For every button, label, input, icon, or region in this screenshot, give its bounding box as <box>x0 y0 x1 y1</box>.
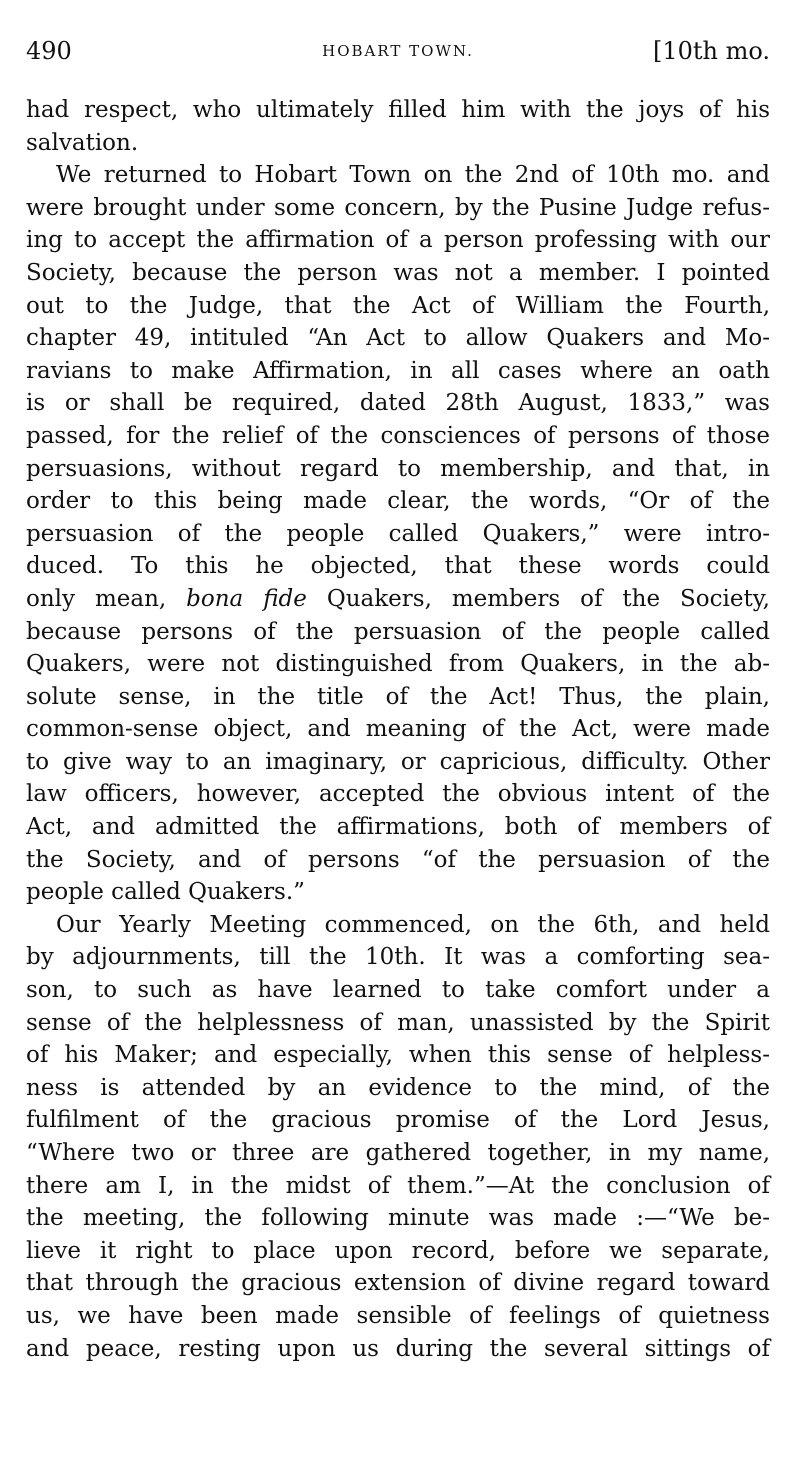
body-text <box>26 94 770 1365</box>
text-line: Our Yearly Meeting commenced, on the 6th, and held <box>56 911 770 938</box>
text-line: of his Maker; and especially, when this sense of helpless- <box>26 1042 770 1069</box>
text-line: Society, because the person was not a member. I pointed <box>26 259 770 286</box>
page-number: 490 <box>26 37 72 65</box>
text-line: that through the gracious extension of divine regard toward <box>26 1270 770 1297</box>
text-line: and peace, resting upon us during the several sittings of <box>26 1335 770 1362</box>
text-line: order to this being made clear, the words, “Or of the <box>26 488 770 515</box>
text-line: there am I, in the midst of them.”—At the conclusion of <box>26 1172 770 1199</box>
text-line: because persons of the persuasion of the people called <box>26 618 770 645</box>
text-line: had respect, who ultimately filled him with the joys of his <box>26 97 770 123</box>
text-line: common-sense object, and meaning of the Act, were made <box>26 716 770 743</box>
text-line: us, we have been made sensible of feelings of quietness <box>26 1302 770 1329</box>
text-line: solute sense, in the title of the Act! Thus, the plain, <box>26 683 770 710</box>
text-line: people called Quakers.” <box>26 879 305 906</box>
book-page <box>26 28 770 1365</box>
text-line: were brought under some concern, by the Pusine Judge refus- <box>26 194 770 221</box>
text-line: fulfilment of the gracious promise of the Lord Jesus, <box>26 1107 770 1134</box>
text-line: to give way to an imaginary, or capricious, difficulty. Other <box>26 748 770 775</box>
text-line: Act, and admitted the affirmations, both of members of <box>26 814 770 841</box>
text-line: “Where two or three are gathered together, in my name, <box>26 1140 770 1166</box>
date-marker: [10th mo. <box>652 37 770 65</box>
text-line: lieve it right to place upon record, before we separate, <box>26 1237 770 1264</box>
text-line: chapter 49, intituled “An Act to allow Quakers and Mo- <box>26 325 770 352</box>
text-line: persuasion of the people called Quakers,” were intro- <box>26 520 770 547</box>
text-line: is or shall be required, dated 28th August, 1833,” was <box>26 390 770 417</box>
running-head <box>26 28 770 74</box>
text-line: the meeting, the following minute was made :—“We be- <box>26 1205 770 1232</box>
text-line: persuasions, without regard to membership, and that, in <box>26 455 770 482</box>
text-line: ness is attended by an evidence to the mind, of the <box>26 1074 770 1101</box>
text-line: duced. To this he objected, that these words could <box>26 553 770 580</box>
paragraph <box>26 909 770 1365</box>
text-line: sense of the helplessness of man, unassisted by the Spirit <box>26 1009 770 1036</box>
text-line: by adjournments, till the 10th. It was a comforting sea- <box>26 944 770 971</box>
paragraph <box>26 159 770 909</box>
text-line: law officers, however, accepted the obvious intent of the <box>26 781 770 808</box>
text-line: out to the Judge, that the Act of William the Fourth, <box>26 292 770 319</box>
text-line: passed, for the relief of the consciences of persons of those <box>26 422 770 449</box>
paragraph <box>26 94 770 159</box>
running-title: HOBART TOWN. <box>322 42 474 60</box>
text-line: We returned to Hobart Town on the 2nd of 10th mo. and <box>56 162 770 189</box>
text-line: son, to such as have learned to take comfort under a <box>26 977 770 1004</box>
text-line: ing to accept the affirmation of a person professing with our <box>26 227 770 254</box>
text-line: salvation. <box>26 129 139 156</box>
text-line: only mean, bona fide Quakers, members of the Society, <box>26 585 770 612</box>
text-line: the Society, and of persons “of the persuasion of the <box>26 846 770 873</box>
text-line: ravians to make Affirmation, in all cases where an oath <box>26 357 770 384</box>
text-line: Quakers, were not distinguished from Quakers, in the ab- <box>26 651 770 678</box>
